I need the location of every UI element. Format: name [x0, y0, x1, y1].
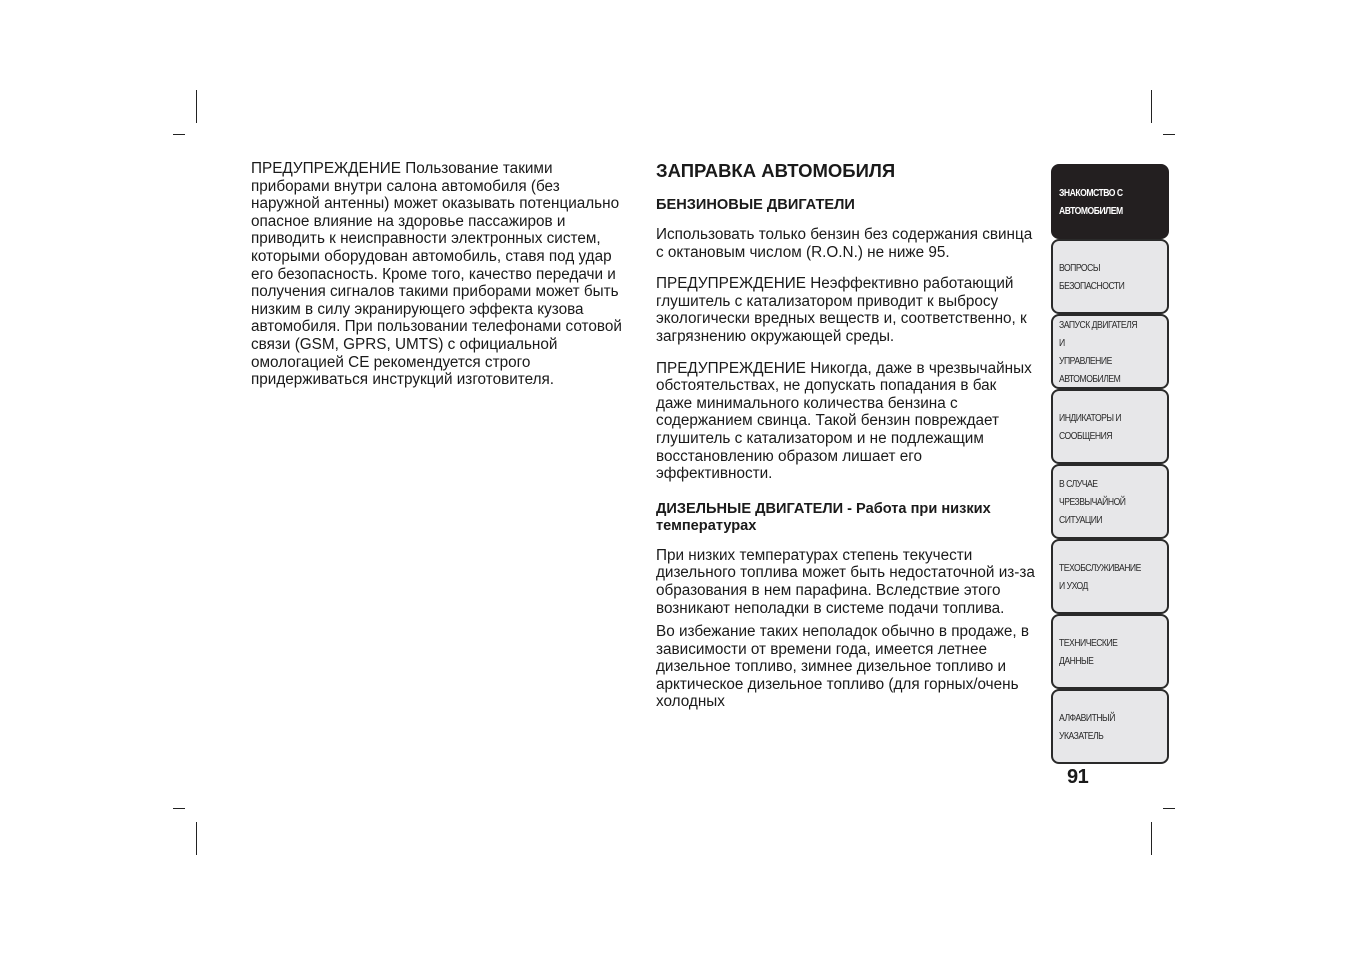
diesel-text-1: При низких температурах степень текучести дизельного топлива может быть недостаточной из-за образования в нем парафина. Вследствие этого возникают неполадки в системе подачи топлива.: [656, 546, 1035, 617]
tab-maintenance[interactable]: [1051, 539, 1169, 614]
diesel-text-2: Во избежание таких неполадок обычно в продаже, в зависимости от времени года, имеется летнее дизельное топливо, зимнее дизельное топливо и арктическое дизельное топливо (для горных/очень холодных: [656, 623, 1030, 711]
tab-label: ЗНАКОМСТВО С АВТОМОБИЛЕМ: [1059, 186, 1123, 217]
crop-mark: [1163, 808, 1175, 809]
crop-mark: [1163, 134, 1175, 135]
tab-label: ИНДИКАТОРЫ И СООБЩЕНИЯ: [1059, 411, 1122, 442]
section-title: ЗАПРАВКА АВТОМОБИЛЯ: [656, 160, 896, 181]
tab-label: ВОПРОСЫ БЕЗОПАСНОСТИ: [1059, 261, 1125, 292]
petrol-text: Использовать только бензин без содержания свинца с октановым числом (R.O.N.) не ниже 95.: [656, 226, 1033, 261]
page-number: 91: [1067, 766, 1089, 788]
crop-mark: [173, 134, 185, 135]
right-column: [656, 160, 1036, 711]
crop-mark: [173, 808, 185, 809]
tab-intro[interactable]: [1051, 164, 1169, 239]
petrol-heading: БЕНЗИНОВЫЕ ДВИГАТЕЛИ: [656, 197, 855, 213]
warning-paragraph: ПРЕДУПРЕЖДЕНИЕ Пользование такими приборами внутри салона автомобиля (без наружной антенны) может оказывать потенциально опасное влияние на здоровье пассажиров и приводить к неисправности электронных систем, которыми оборудован автомобиль, ставя под удар его безопасность. Кроме того, качество передачи и получения сигналов такими приборами может быть низким в силу экранирующего эффекта кузова автомобиля. При пользовании телефонами сотовой связи (GSM, GPRS, UMTS) с официальной омологацией СЕ рекомендуется строго придерживаться инструкций изготовителя.: [251, 160, 622, 389]
tab-starting-driving[interactable]: [1051, 314, 1169, 389]
tab-label: ТЕХОБСЛУЖИВАНИЕ И УХОД: [1059, 561, 1141, 592]
crop-mark: [1151, 822, 1152, 855]
diesel-heading: ДИЗЕЛЬНЫЕ ДВИГАТЕЛИ - Работа при низких температурах: [656, 500, 991, 534]
crop-mark: [196, 822, 197, 855]
tab-index[interactable]: [1051, 689, 1169, 764]
warning-paragraph-2: ПРЕДУПРЕЖДЕНИЕ Никогда, даже в чрезвычайных обстоятельствах, не допускать попадания в бак даже минимального количества бензина с содержанием свинца. Такой бензин повреждает глушитель с катализатором и не подлежащим восстановлению образом лишает его эффективности.: [656, 359, 1032, 483]
tab-indicators[interactable]: [1051, 389, 1169, 464]
warning-paragraph-1: ПРЕДУПРЕЖДЕНИЕ Неэффективно работающий глушитель с катализатором приводит к выбросу экологически вредных веществ и, соответственно, к загрязнению окружающей среды.: [656, 275, 1027, 345]
tab-technical-data[interactable]: [1051, 614, 1169, 689]
tab-label: ТЕХНИЧЕСКИЕ ДАННЫЕ: [1059, 636, 1118, 667]
tab-label: ЗАПУСК ДВИГАТЕЛЯ И УПРАВЛЕНИЕ АВТОМОБИЛЕМ: [1059, 318, 1138, 385]
left-column: [251, 160, 629, 389]
crop-mark: [1151, 90, 1152, 123]
tab-emergency[interactable]: [1051, 464, 1169, 539]
tab-safety[interactable]: [1051, 239, 1169, 314]
tab-label: В СЛУЧАЕ ЧРЕЗВЫЧАЙНОЙ СИТУАЦИИ: [1059, 477, 1126, 526]
tab-label: АЛФАВИТНЫЙ УКАЗАТЕЛЬ: [1059, 711, 1115, 742]
crop-mark: [196, 90, 197, 123]
chapter-tabs: [1051, 164, 1169, 764]
